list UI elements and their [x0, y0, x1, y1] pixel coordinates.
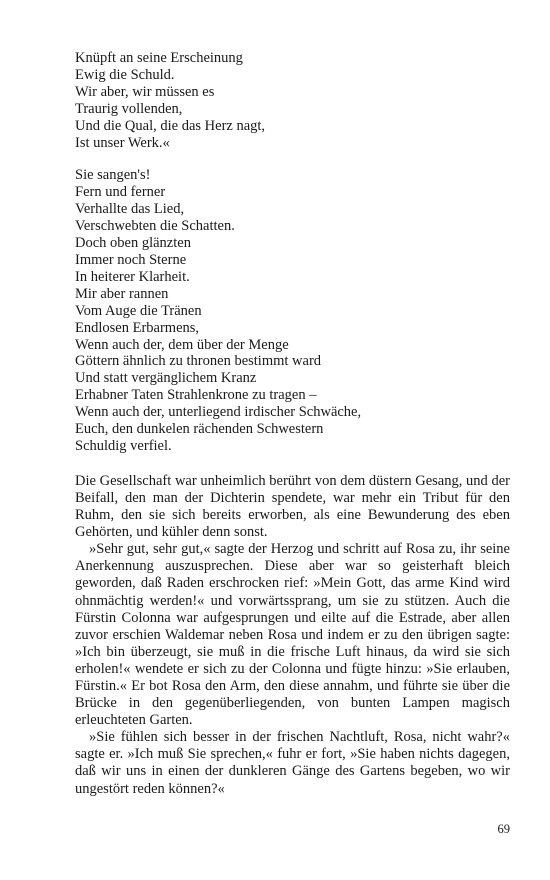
- poem-line: Wir aber, wir müssen es: [75, 83, 215, 100]
- poem-line: Knüpft an seine Erscheinung: [75, 50, 243, 66]
- poem-line: Traurig vollenden,: [75, 100, 183, 117]
- poem-line: Doch oben glänzten: [75, 235, 191, 252]
- poem-line: Und die Qual, die das Herz nagt,: [75, 117, 266, 134]
- poem-line: Schuldig verfiel.: [75, 437, 172, 454]
- poem-line: Mir aber rannen: [75, 285, 169, 302]
- paragraph: »Sie fühlen sich besser in der frischen Nachtluft, Rosa, nicht wahr?« sagte er. »Ich muß Sie sprechen,« fuhr er fort, »Sie haben nichts dagegen, daß wir uns in einen der dunkleren Gänge des Gartens begeben, wo wir ungestört reden können?«: [75, 729, 510, 797]
- paragraph: »Sehr gut, sehr gut,« sagte der Herzog und schritt auf Rosa zu, ihr seine Anerkennung auszusprechen. Diese aber war so geisterhaft bleich geworden, daß Raden erschrocken rief: »Mein Gott, das arme Kind wird ohnmächtig werden!« und vorwärtssprang, um sie zu stützen. Auch die Fürstin Colonna war aufgesprungen und eilte auf die Estrade, aber allen zuvor erschien Waldemar neben Rosa und indem er zu den übrigen sagte: »Ich bin überzeugt, sie muß in die frische Luft hinaus, da wird sie sich erholen!« wendete er sich zu der Colonna und fügte hinzu: »Sie erlauben, Fürstin.« Er bot Rosa den Arm, den diese annahm, und führte sie über die Brücke in den gegenüberliegenden, von bunten Lampen magisch erleuchteten Garten.: [75, 541, 510, 729]
- paragraph: Die Gesellschaft war unheimlich berührt von dem düstern Gesang, und der Beifall, den man der Dichterin spendete, war mehr ein Tribut für den Ruhm, den sie sich bereits erworben, als eine Bewunderung des eben Gehörten, und kühler denn sonst.: [75, 472, 510, 541]
- prose-body: [75, 473, 510, 798]
- poem-line: In heiterer Klarheit.: [75, 268, 190, 285]
- poem-line: Verhallte das Lied,: [75, 201, 185, 218]
- poem-line: Euch, den dunkelen rächenden Schwestern: [75, 421, 324, 438]
- poem-line: Sie sangen's!: [75, 167, 151, 184]
- book-page: [75, 50, 510, 798]
- poem-line: Erhabner Taten Strahlenkrone zu tragen –: [75, 387, 317, 404]
- poem-stanza-1: [75, 50, 510, 151]
- poem-line: Immer noch Sterne: [75, 251, 187, 268]
- poem-line: Und statt vergänglichem Kranz: [75, 370, 257, 387]
- poem-line: Vom Auge die Tränen: [75, 302, 202, 319]
- poem-line: Verschwebten die Schatten.: [75, 218, 235, 235]
- poem-line: Ewig die Schuld.: [75, 66, 175, 83]
- poem-line: Wenn auch der, dem über der Menge: [75, 336, 289, 353]
- poem-line: Fern und ferner: [75, 184, 166, 201]
- poem-line: Wenn auch der, unterliegend irdischer Schwäche,: [75, 404, 362, 421]
- poem-stanza-2: [75, 167, 510, 454]
- poem-line: Göttern ähnlich zu thronen bestimmt ward: [75, 353, 322, 370]
- page-number: 69: [497, 822, 510, 836]
- poem-line: Endlosen Erbarmens,: [75, 319, 200, 336]
- poem-line: Ist unser Werk.«: [75, 134, 170, 151]
